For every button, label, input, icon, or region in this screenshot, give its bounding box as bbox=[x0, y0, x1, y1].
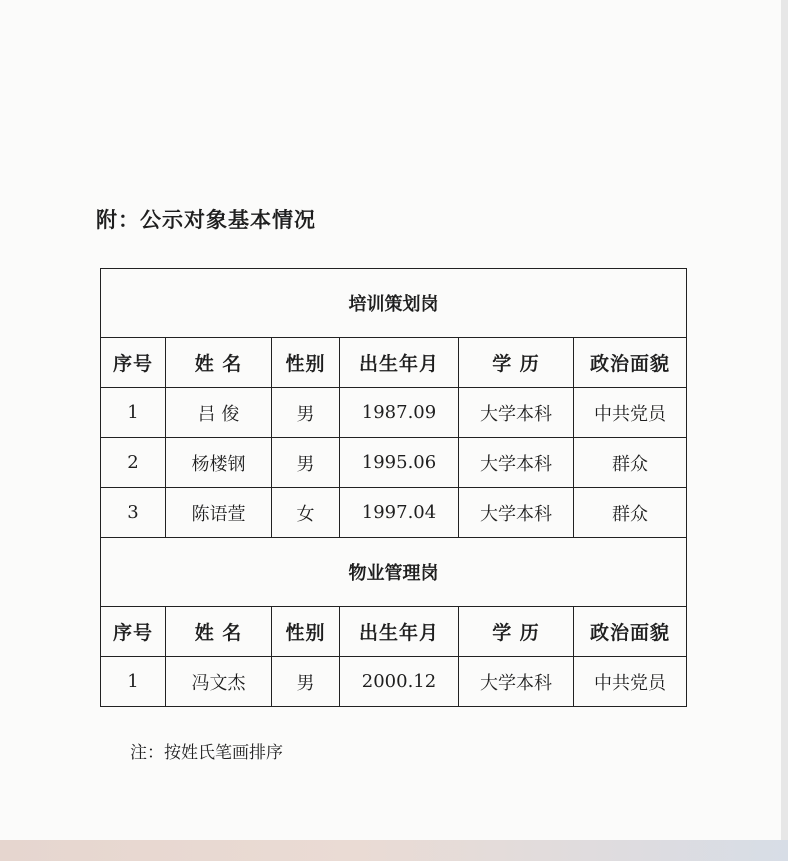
cell-name: 吕 俊 bbox=[166, 388, 272, 438]
cell-political: 中共党员 bbox=[574, 657, 687, 707]
column-header-no: 序号 bbox=[101, 607, 166, 657]
table-row bbox=[101, 438, 687, 488]
section-title: 物业管理岗 bbox=[101, 538, 687, 607]
column-header-no: 序号 bbox=[101, 338, 166, 388]
cell-birth: 1997.04 bbox=[340, 488, 459, 538]
column-header-name: 姓 名 bbox=[166, 607, 272, 657]
cell-name: 陈语萱 bbox=[166, 488, 272, 538]
cell-education: 大学本科 bbox=[459, 438, 574, 488]
candidates-table bbox=[100, 268, 687, 707]
cell-political: 群众 bbox=[574, 488, 687, 538]
column-header-political: 政治面貌 bbox=[574, 607, 687, 657]
section-title-row bbox=[101, 269, 687, 338]
column-header-birth: 出生年月 bbox=[340, 338, 459, 388]
column-header-name: 姓 名 bbox=[166, 338, 272, 388]
cell-no: 1 bbox=[101, 657, 166, 707]
cell-birth: 1995.06 bbox=[340, 438, 459, 488]
cell-political: 群众 bbox=[574, 438, 687, 488]
page-edge bbox=[781, 0, 788, 840]
footnote: 注：按姓氏笔画排序 bbox=[130, 743, 283, 763]
cell-education: 大学本科 bbox=[459, 657, 574, 707]
column-header-education: 学 历 bbox=[459, 607, 574, 657]
background-band bbox=[0, 840, 788, 861]
cell-birth: 1987.09 bbox=[340, 388, 459, 438]
cell-birth: 2000.12 bbox=[340, 657, 459, 707]
cell-gender: 男 bbox=[272, 657, 340, 707]
cell-gender: 男 bbox=[272, 438, 340, 488]
cell-name: 冯文杰 bbox=[166, 657, 272, 707]
document-heading: 附：公示对象基本情况 bbox=[96, 207, 316, 232]
cell-gender: 女 bbox=[272, 488, 340, 538]
table-header-row bbox=[101, 338, 687, 388]
table-row bbox=[101, 488, 687, 538]
cell-name: 杨楼钢 bbox=[166, 438, 272, 488]
cell-no: 1 bbox=[101, 388, 166, 438]
section-title: 培训策划岗 bbox=[101, 269, 687, 338]
column-header-gender: 性别 bbox=[272, 607, 340, 657]
column-header-birth: 出生年月 bbox=[340, 607, 459, 657]
cell-no: 3 bbox=[101, 488, 166, 538]
column-header-gender: 性别 bbox=[272, 338, 340, 388]
cell-education: 大学本科 bbox=[459, 388, 574, 438]
column-header-education: 学 历 bbox=[459, 338, 574, 388]
column-header-political: 政治面貌 bbox=[574, 338, 687, 388]
table-row bbox=[101, 657, 687, 707]
cell-political: 中共党员 bbox=[574, 388, 687, 438]
table-row bbox=[101, 388, 687, 438]
cell-gender: 男 bbox=[272, 388, 340, 438]
section-title-row bbox=[101, 538, 687, 607]
cell-no: 2 bbox=[101, 438, 166, 488]
cell-education: 大学本科 bbox=[459, 488, 574, 538]
table-header-row bbox=[101, 607, 687, 657]
